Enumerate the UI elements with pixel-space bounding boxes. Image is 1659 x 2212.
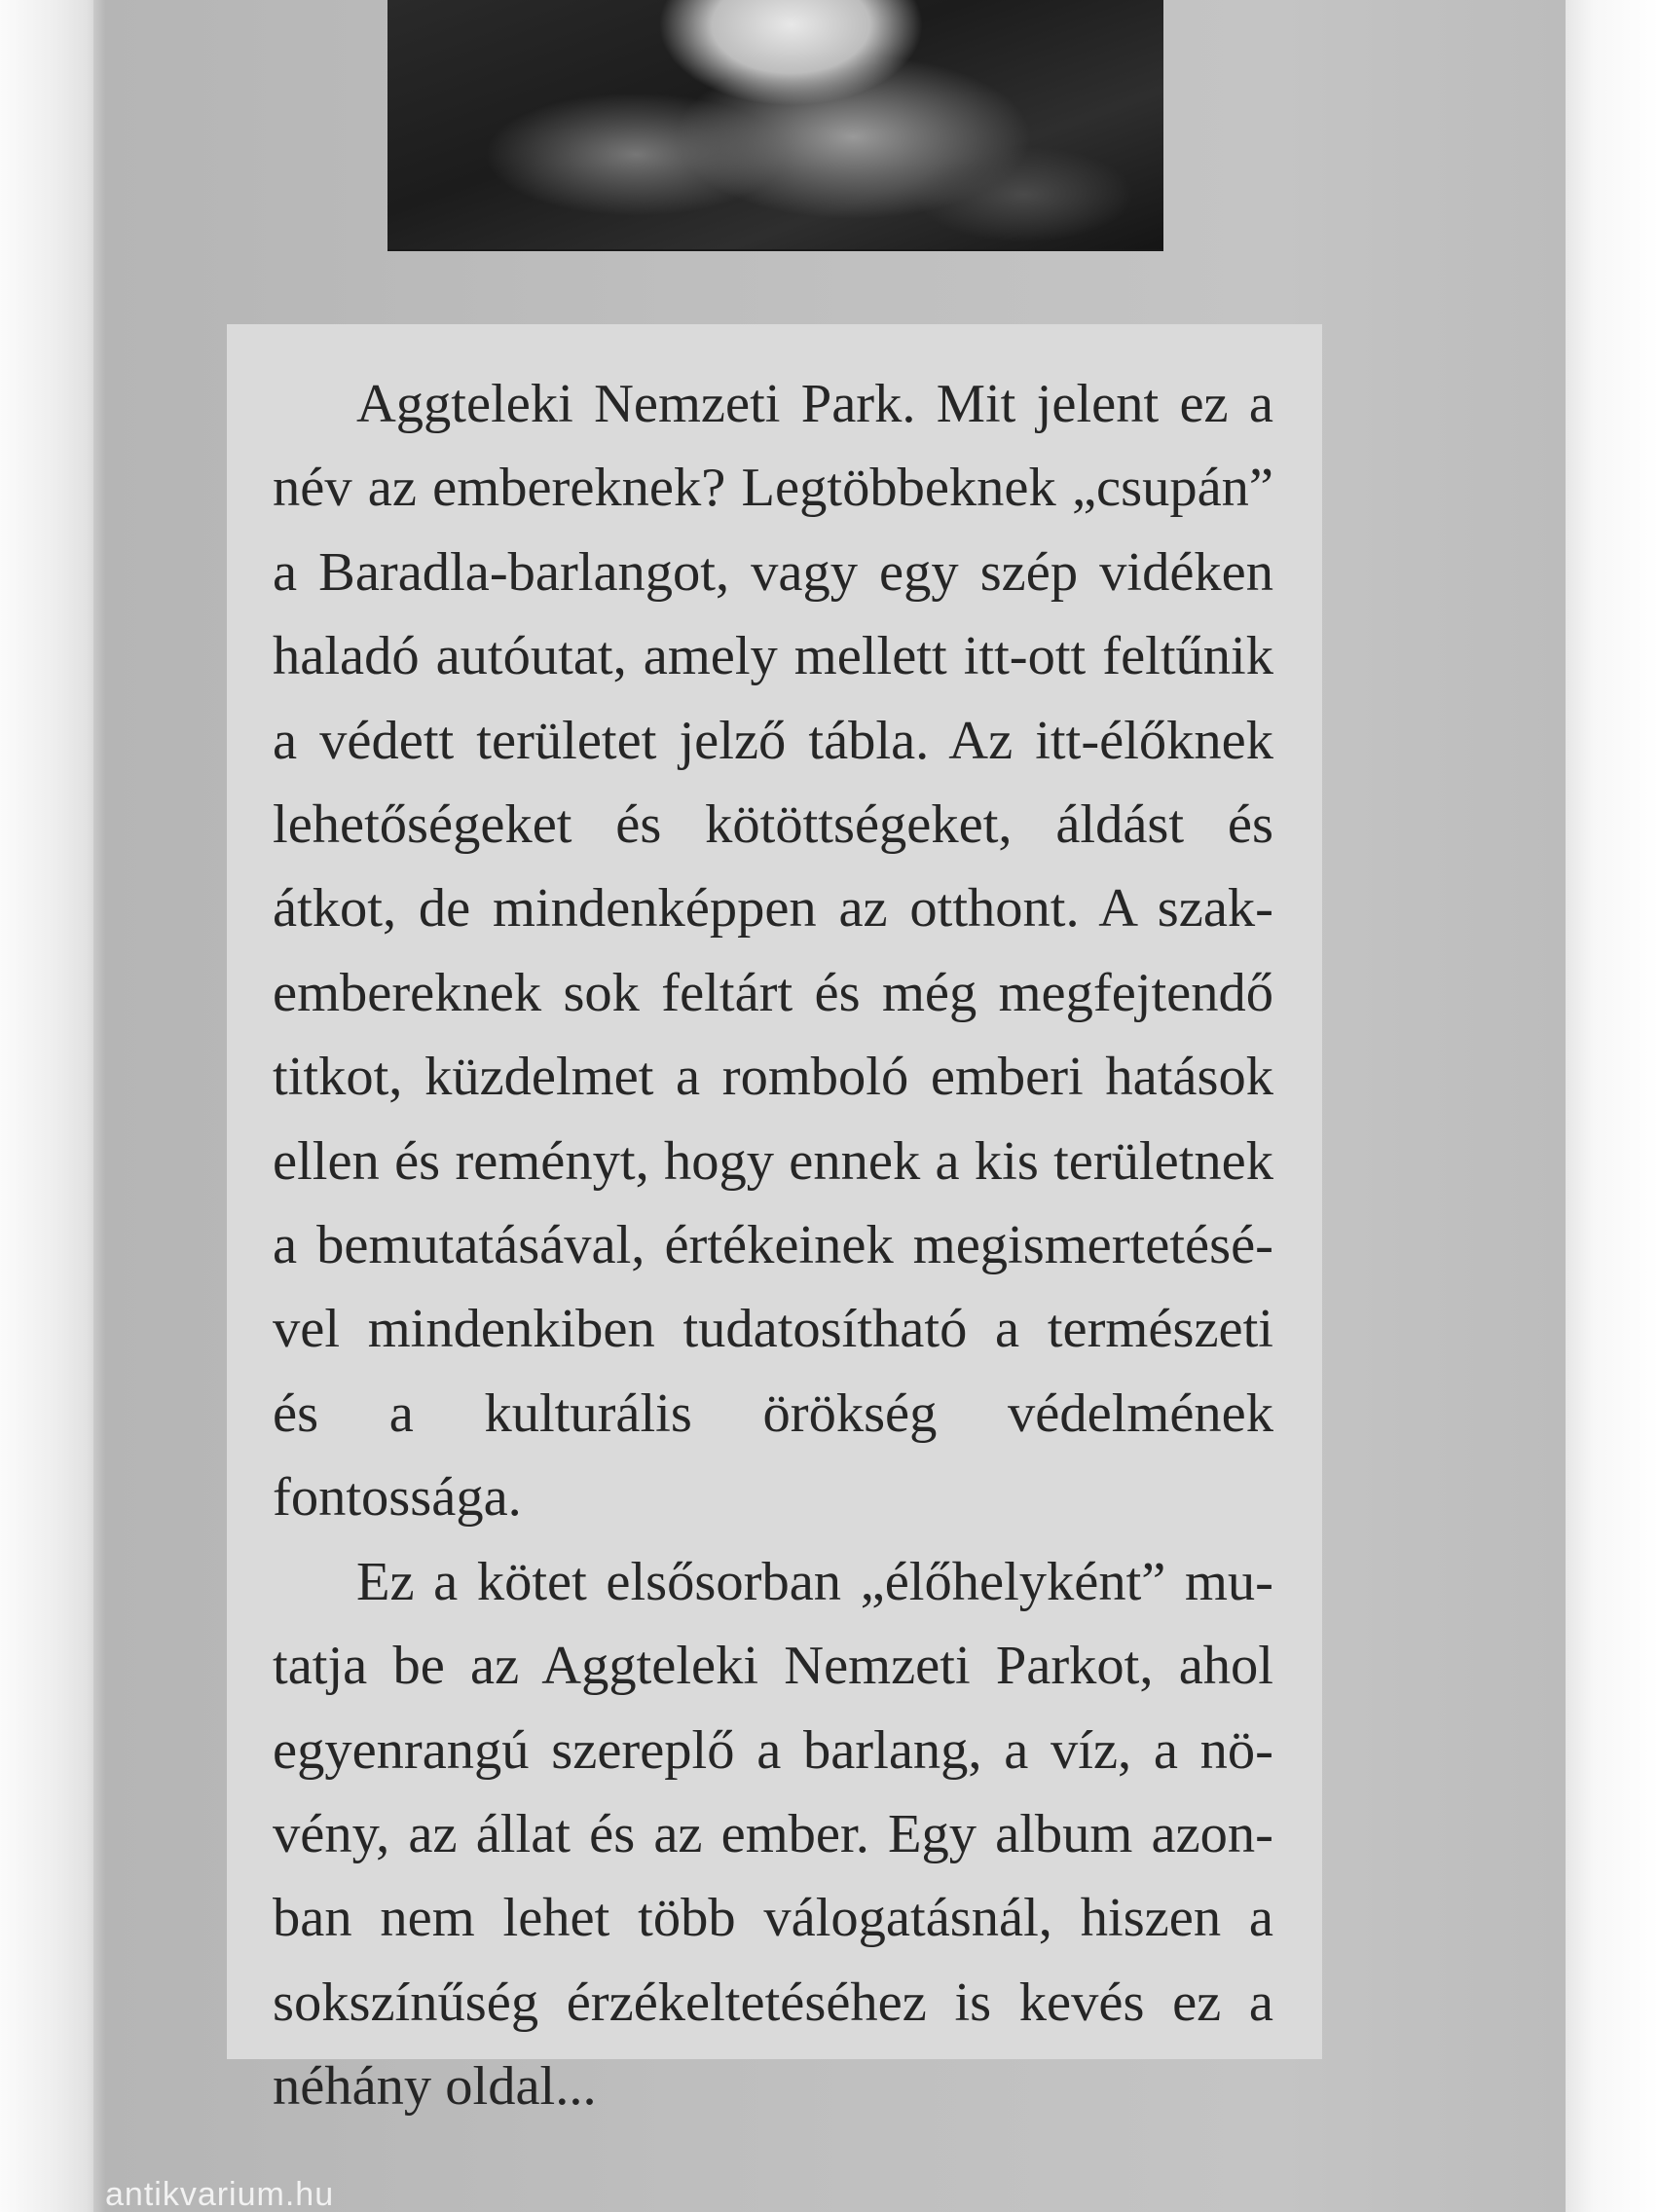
- watermark: antikvarium.hu: [105, 2177, 335, 2212]
- paragraph-1: Aggteleki Nemzeti Park. Mit jelent ez a név az embereknek? Legtöbbeknek „csupán” a Baradla-barlangot, vagy egy szép vidéken haladó autóutat, amely mellett itt-ott feltűnik a védett területet jelző tábla. Az itt-élőknek lehetőségeket és kötöttségeket, áldást és átkot, de mindenképpen az otthont. A szakembereknek sok feltárt és még megfejtendő titkot, küzdelmet a romboló emberi hatások ellen és reményt, hogy ennek a kis területnek a bemutatásával, értékeinek megismertetésével mindenkiben tudatosítható a természeti és a kulturális örökség védelmének fontossága.: [273, 374, 1273, 1529]
- paragraph-2: Ez a kötet elsősorban „élőhelyként” mutatja be az Aggteleki Nemzeti Parkot, ahol egyenrangú szereplő a barlang, a víz, a növény, az állat és az ember. Egy album azonban nem lehet több válogatásnál, hiszen a sokszínűség érzékeltetéséhez is kevés ez a néhány oldal...: [273, 1551, 1273, 2118]
- adjacent-page-edge: [0, 0, 101, 2212]
- cover-text: [273, 362, 1273, 2129]
- cave-photo: [387, 0, 1163, 251]
- scan-background: [1566, 0, 1659, 2212]
